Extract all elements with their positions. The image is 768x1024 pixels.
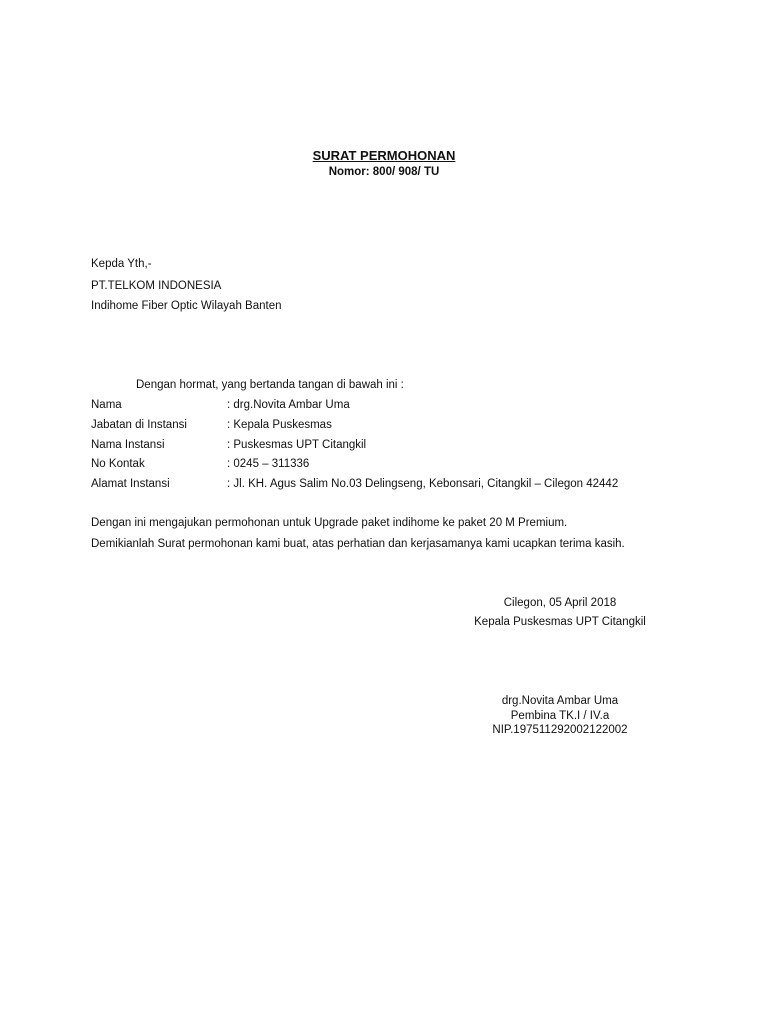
body-paragraph-request: Dengan ini mengajukan permohonan untuk Upgrade paket indihome ke paket 20 M Premium. xyxy=(91,517,568,529)
body-paragraph-closing: Demikianlah Surat permohonan kami buat, atas perhatian dan kerjasamanya kami ucapkan terima kasih. xyxy=(91,538,625,550)
field-value: : Jl. KH. Agus Salim No.03 Delingseng, Kebonsari, Citangkil – Cilegon 42442 xyxy=(227,478,619,490)
field-row-address xyxy=(91,478,711,496)
field-row-institution xyxy=(91,439,711,457)
signature-rank: Pembina TK.I / IV.a xyxy=(510,710,610,722)
signature-name: drg.Novita Ambar Uma xyxy=(501,695,619,707)
field-value: : Puskesmas UPT Citangkil xyxy=(227,439,367,451)
signature-nip: NIP.197511292002122002 xyxy=(492,724,628,736)
opening-line: Dengan hormat, yang bertanda tangan di bawah ini : xyxy=(136,379,404,391)
letter-number: Nomor: 800/ 908/ TU xyxy=(328,166,440,178)
signature-place-date: Cilegon, 05 April 2018 xyxy=(503,597,617,609)
field-value: : 0245 – 311336 xyxy=(227,458,310,470)
field-label: Nama xyxy=(91,399,122,411)
field-label: Nama Instansi xyxy=(91,439,165,451)
recipient-company: PT.TELKOM INDONESIA xyxy=(91,280,222,292)
field-label: Jabatan di Instansi xyxy=(91,419,187,431)
field-label: No Kontak xyxy=(91,458,145,470)
recipient-salutation: Kepda Yth,- xyxy=(91,258,152,270)
signature-position: Kepala Puskesmas UPT Citangkil xyxy=(474,616,646,628)
letter-title: SURAT PERMOHONAN xyxy=(312,148,456,163)
field-label: Alamat Instansi xyxy=(91,478,170,490)
recipient-unit: Indihome Fiber Optic Wilayah Banten xyxy=(91,300,282,312)
field-row-contact xyxy=(91,458,711,476)
field-row-name xyxy=(91,399,711,417)
field-value: : Kepala Puskesmas xyxy=(227,419,332,431)
field-row-position xyxy=(91,419,711,437)
field-value: : drg.Novita Ambar Uma xyxy=(227,399,350,411)
